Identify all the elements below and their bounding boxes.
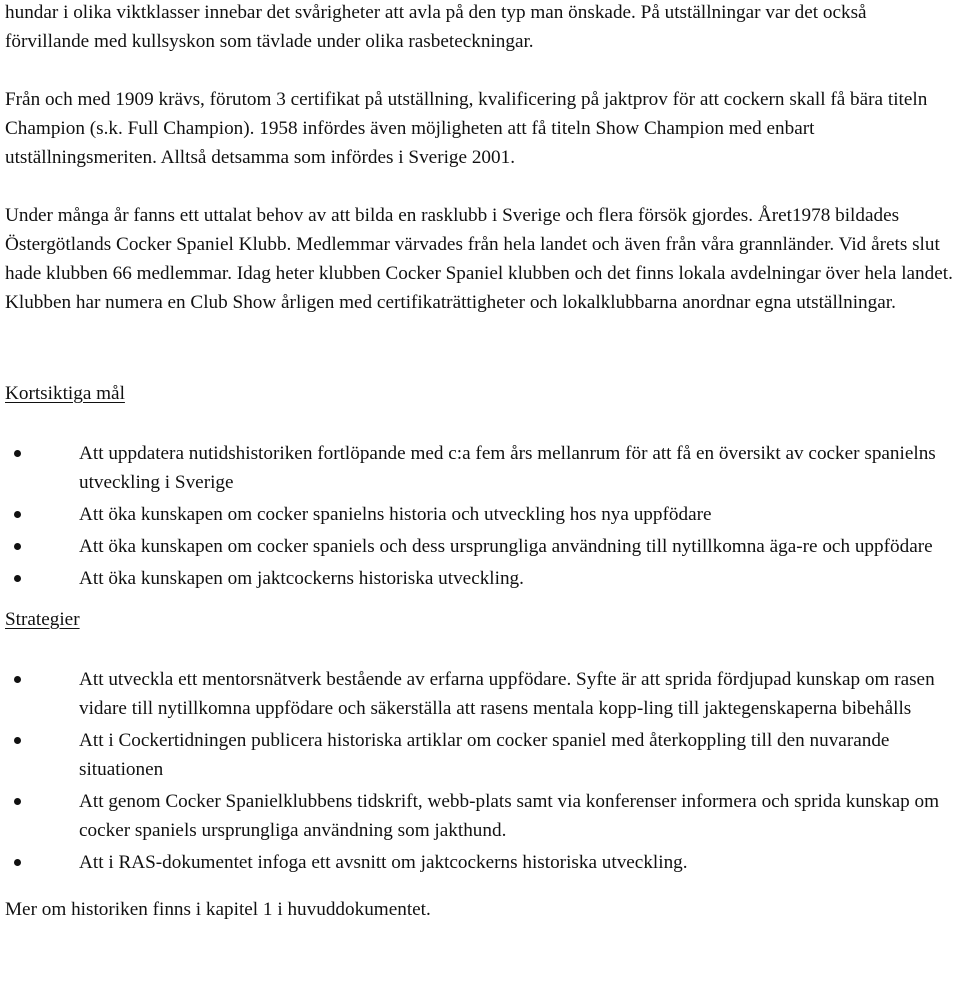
document-page bbox=[5, 0, 955, 924]
bullet-icon bbox=[14, 787, 26, 816]
list-item bbox=[5, 532, 955, 561]
bullet-icon bbox=[14, 500, 26, 529]
list-item-text: Att öka kunskapen om cocker spaniels och dess ursprungliga användning till nytillkomna äga-re och uppfödare bbox=[79, 536, 933, 557]
strategies-list bbox=[5, 665, 955, 877]
list-item bbox=[5, 787, 955, 845]
list-item bbox=[5, 564, 955, 593]
short-term-goals-list bbox=[5, 439, 955, 593]
heading-strategies: Strategier bbox=[5, 609, 80, 630]
list-item-text: Att genom Cocker Spanielklubbens tidskrift, webb-plats samt via konferenser informera och sprida kunskap om cocker spaniels ursprungliga användning som jakthund. bbox=[79, 791, 940, 841]
heading-short-term-goals: Kortsiktiga mål bbox=[5, 383, 125, 404]
list-item bbox=[5, 726, 955, 784]
list-item bbox=[5, 500, 955, 529]
paragraph-champion-title: Från och med 1909 krävs, förutom 3 certifikat på utställning, kvalificering på jaktprov för att cockern skall få bära titeln Champion (s.k. Full Champion). 1958 infördes även möjligheten att få titeln Show Champion med enbart utställningsmeriten. Alltså detsamma som infördes i Sverige 2001. bbox=[5, 89, 928, 168]
paragraph-history-classes: hundar i olika viktklasser innebar det svårigheter att avla på den typ man önskade. På utställningar var det också förvillande med kullsyskon som tävlade under olika rasbeteckningar. bbox=[5, 2, 867, 52]
paragraph-breed-club: Under många år fanns ett uttalat behov av att bilda en rasklubb i Sverige och flera försök gjordes. Året1978 bildades Östergötlands Cocker Spaniel Klubb. Medlemmar värvades från hela landet och även från våra grannländer. Vid årets slut hade klubben 66 medlemmar. Idag heter klubben Cocker Spaniel klubben och det finns lokala avdelningar över hela landet. Klubben har numera en Club Show årligen med certifikaträttigheter och lokalklubbarna anordnar egna utställningar. bbox=[5, 205, 953, 313]
bullet-icon bbox=[14, 532, 26, 561]
list-item-text: Att uppdatera nutidshistoriken fortlöpande med c:a fem års mellanrum för att få en översikt av cocker spanielns utveckling i Sverige bbox=[79, 443, 936, 493]
list-item-text: Att öka kunskapen om jaktcockerns historiska utveckling. bbox=[79, 568, 524, 589]
bullet-icon bbox=[14, 848, 26, 877]
list-item-text: Att utveckla ett mentorsnätverk bestående av erfarna uppfödare. Syfte är att sprida fördjupad kunskap om rasen vidare till nytillkomna uppfödare och säkerställa att rasens mentala kopp-ling till jaktegenskaperna bibehålls bbox=[79, 669, 935, 719]
list-item bbox=[5, 439, 955, 497]
list-item bbox=[5, 665, 955, 723]
list-item-text: Att öka kunskapen om cocker spanielns historia och utveckling hos nya uppfödare bbox=[79, 504, 712, 525]
bullet-icon bbox=[14, 665, 26, 694]
bullet-icon bbox=[14, 439, 26, 468]
bullet-icon bbox=[14, 726, 26, 755]
list-item-text: Att i Cockertidningen publicera historiska artiklar om cocker spaniel med återkoppling till den nuvarande situationen bbox=[79, 730, 890, 780]
list-item bbox=[5, 848, 955, 877]
list-item-text: Att i RAS-dokumentet infoga ett avsnitt om jaktcockerns historiska utveckling. bbox=[79, 852, 688, 873]
bullet-icon bbox=[14, 564, 26, 593]
footer-note: Mer om historiken finns i kapitel 1 i huvuddokumentet. bbox=[5, 899, 431, 920]
